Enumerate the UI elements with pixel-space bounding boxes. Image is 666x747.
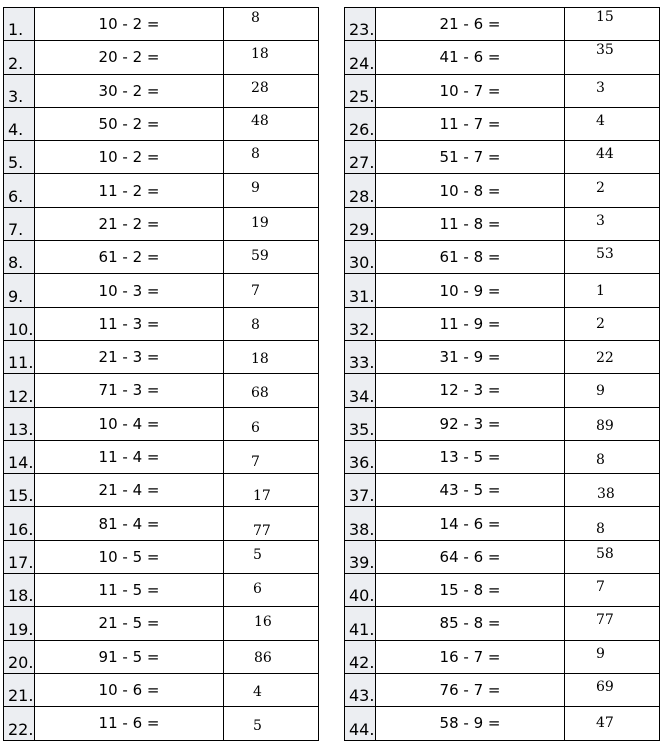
answer-value: 17: [253, 488, 271, 505]
answer-cell[interactable]: [224, 574, 319, 607]
answer-cell[interactable]: [565, 474, 660, 507]
problem-number: 9.: [4, 274, 35, 307]
problem-expression: 21 - 5 =: [35, 607, 224, 640]
table-row: [345, 640, 660, 673]
problem-expression: 58 - 9 =: [376, 707, 565, 740]
problem-expression: 81 - 4 =: [35, 507, 224, 540]
problem-number: 11.: [4, 340, 35, 373]
answer-value: 53: [596, 246, 614, 263]
problem-expression: 10 - 7 =: [376, 74, 565, 107]
problem-expression: 11 - 7 =: [376, 107, 565, 140]
answer-value: 9: [596, 383, 605, 400]
answer-value: 6: [251, 419, 260, 436]
answer-cell[interactable]: [224, 407, 319, 440]
table-row: [4, 474, 319, 507]
answer-cell[interactable]: [224, 274, 319, 307]
answer-cell[interactable]: [224, 207, 319, 240]
problem-expression: 92 - 3 =: [376, 407, 565, 440]
problem-number: 10.: [4, 307, 35, 340]
problem-number: 14.: [4, 440, 35, 473]
table-row: [4, 673, 319, 706]
table-row: [345, 673, 660, 706]
answer-cell[interactable]: [565, 440, 660, 473]
answer-cell[interactable]: [565, 174, 660, 207]
table-row: [345, 574, 660, 607]
answer-cell[interactable]: [565, 141, 660, 174]
table-row: [4, 74, 319, 107]
problem-number: 26.: [345, 107, 376, 140]
table-row: [345, 41, 660, 74]
problem-expression: 61 - 2 =: [35, 241, 224, 274]
problem-number: 39.: [345, 540, 376, 573]
answer-value: 48: [251, 113, 269, 130]
answer-cell[interactable]: [224, 707, 319, 740]
table-row: [4, 507, 319, 540]
answer-cell[interactable]: [565, 107, 660, 140]
problem-expression: 51 - 7 =: [376, 141, 565, 174]
answer-value: 4: [253, 684, 262, 701]
problem-expression: 11 - 2 =: [35, 174, 224, 207]
table-row: [345, 174, 660, 207]
problem-expression: 10 - 6 =: [35, 673, 224, 706]
problem-expression: 41 - 6 =: [376, 41, 565, 74]
answer-cell[interactable]: [224, 374, 319, 407]
answer-value: 8: [251, 146, 260, 163]
table-row: [4, 340, 319, 373]
answer-cell[interactable]: [565, 507, 660, 540]
answer-value: 8: [251, 316, 260, 333]
answer-value: 3: [596, 212, 605, 229]
problem-number: 15.: [4, 474, 35, 507]
problem-number: 13.: [4, 407, 35, 440]
table-row: [345, 540, 660, 573]
answer-value: 38: [597, 486, 615, 503]
answer-value: 58: [596, 545, 614, 562]
answer-cell[interactable]: [224, 8, 319, 41]
answer-value: 16: [254, 614, 272, 631]
problem-expression: 11 - 5 =: [35, 574, 224, 607]
answer-cell[interactable]: [224, 141, 319, 174]
table-row: [345, 507, 660, 540]
table-row: [345, 474, 660, 507]
problem-number: 28.: [345, 174, 376, 207]
problem-number: 35.: [345, 407, 376, 440]
table-row: [4, 574, 319, 607]
answer-value: 2: [596, 315, 605, 332]
problem-expression: 11 - 6 =: [35, 707, 224, 740]
answer-cell[interactable]: [224, 74, 319, 107]
table-row: [4, 407, 319, 440]
table-row: [345, 307, 660, 340]
problem-expression: 50 - 2 =: [35, 107, 224, 140]
table-row: [4, 141, 319, 174]
answer-cell[interactable]: [224, 340, 319, 373]
answer-value: 18: [251, 46, 269, 63]
problem-number: 38.: [345, 507, 376, 540]
table-row: [4, 274, 319, 307]
problem-expression: 12 - 3 =: [376, 374, 565, 407]
problem-number: 34.: [345, 374, 376, 407]
table-row: [345, 274, 660, 307]
table-row: [4, 440, 319, 473]
problem-number: 6.: [4, 174, 35, 207]
problem-expression: 13 - 5 =: [376, 440, 565, 473]
answer-cell[interactable]: [565, 74, 660, 107]
answer-value: 28: [251, 79, 269, 96]
problem-expression: 31 - 9 =: [376, 340, 565, 373]
answer-cell[interactable]: [224, 241, 319, 274]
problem-number: 2.: [4, 41, 35, 74]
answer-cell[interactable]: [565, 607, 660, 640]
answer-value: 69: [596, 679, 614, 696]
problem-number: 5.: [4, 141, 35, 174]
answer-value: 2: [596, 179, 605, 196]
problem-number: 27.: [345, 141, 376, 174]
problem-expression: 61 - 8 =: [376, 241, 565, 274]
problem-expression: 15 - 8 =: [376, 574, 565, 607]
answer-value: 19: [251, 214, 269, 231]
table-row: [4, 307, 319, 340]
problem-number: 44.: [345, 707, 376, 740]
worksheet-table-right: [344, 7, 660, 741]
answer-cell[interactable]: [565, 340, 660, 373]
table-row: [345, 374, 660, 407]
answer-cell[interactable]: [224, 307, 319, 340]
problem-number: 30.: [345, 241, 376, 274]
problem-expression: 85 - 8 =: [376, 607, 565, 640]
problem-number: 16.: [4, 507, 35, 540]
problem-expression: 10 - 8 =: [376, 174, 565, 207]
worksheet-table-left: [3, 7, 319, 741]
answer-cell[interactable]: [224, 640, 319, 673]
table-row: [4, 607, 319, 640]
problem-number: 40.: [345, 574, 376, 607]
problem-number: 23.: [345, 8, 376, 41]
answer-cell[interactable]: [224, 440, 319, 473]
answer-cell[interactable]: [565, 407, 660, 440]
problem-number: 32.: [345, 307, 376, 340]
problem-number: 21.: [4, 673, 35, 706]
problem-expression: 30 - 2 =: [35, 74, 224, 107]
problem-expression: 10 - 2 =: [35, 141, 224, 174]
table-row: [345, 340, 660, 373]
answer-cell[interactable]: [224, 107, 319, 140]
problem-number: 22.: [4, 707, 35, 740]
answer-value: 9: [596, 645, 605, 662]
problem-number: 41.: [345, 607, 376, 640]
problem-expression: 10 - 9 =: [376, 274, 565, 307]
answer-cell[interactable]: [565, 41, 660, 74]
problem-expression: 21 - 3 =: [35, 340, 224, 373]
table-row: [345, 207, 660, 240]
answer-value: 8: [596, 452, 605, 468]
table-row: [4, 174, 319, 207]
problem-expression: 11 - 4 =: [35, 440, 224, 473]
answer-cell[interactable]: [565, 374, 660, 407]
answer-value: 7: [251, 282, 260, 299]
problem-expression: 91 - 5 =: [35, 640, 224, 673]
problem-expression: 43 - 5 =: [376, 474, 565, 507]
problem-number: 8.: [4, 241, 35, 274]
answer-cell[interactable]: [224, 673, 319, 706]
problem-expression: 21 - 4 =: [35, 474, 224, 507]
problem-number: 37.: [345, 474, 376, 507]
answer-cell[interactable]: [224, 507, 319, 540]
answer-value: 18: [251, 351, 269, 368]
problem-expression: 14 - 6 =: [376, 507, 565, 540]
problem-number: 33.: [345, 340, 376, 373]
table-row: [345, 440, 660, 473]
answer-cell[interactable]: [565, 574, 660, 607]
answer-value: 9: [251, 179, 260, 196]
problem-number: 29.: [345, 207, 376, 240]
problem-number: 4.: [4, 107, 35, 140]
table-row: [345, 607, 660, 640]
table-row: [4, 107, 319, 140]
problem-number: 31.: [345, 274, 376, 307]
answer-value: 5: [253, 718, 262, 735]
problem-expression: 16 - 7 =: [376, 640, 565, 673]
problem-expression: 11 - 8 =: [376, 207, 565, 240]
answer-value: 47: [596, 715, 614, 732]
problem-number: 1.: [4, 8, 35, 41]
problem-expression: 20 - 2 =: [35, 41, 224, 74]
problem-expression: 11 - 9 =: [376, 307, 565, 340]
problem-number: 42.: [345, 640, 376, 673]
problem-number: 3.: [4, 74, 35, 107]
answer-value: 5: [253, 546, 262, 563]
problem-number: 12.: [4, 374, 35, 407]
problem-expression: 76 - 7 =: [376, 673, 565, 706]
problem-number: 19.: [4, 607, 35, 640]
problem-expression: 64 - 6 =: [376, 540, 565, 573]
table-row: [4, 207, 319, 240]
answer-value: 4: [596, 113, 605, 130]
worksheet-rows-right: [345, 8, 660, 741]
problem-number: 20.: [4, 640, 35, 673]
problem-number: 18.: [4, 574, 35, 607]
table-row: [345, 107, 660, 140]
problem-number: 36.: [345, 440, 376, 473]
answer-value: 7: [251, 454, 260, 470]
problem-expression: 21 - 6 =: [376, 8, 565, 41]
answer-value: 86: [254, 649, 272, 666]
problem-expression: 11 - 3 =: [35, 307, 224, 340]
answer-value: 77: [596, 612, 614, 629]
answer-value: 7: [596, 579, 605, 596]
answer-value: 35: [596, 42, 614, 59]
table-row: [4, 374, 319, 407]
problem-expression: 10 - 2 =: [35, 8, 224, 41]
answer-value: 8: [251, 10, 260, 27]
problem-expression: 10 - 4 =: [35, 407, 224, 440]
table-row: [345, 74, 660, 107]
table-row: [345, 141, 660, 174]
answer-value: 89: [596, 417, 614, 434]
answer-value: 6: [253, 581, 262, 598]
answer-cell[interactable]: [224, 607, 319, 640]
answer-cell[interactable]: [224, 540, 319, 573]
table-row: [4, 540, 319, 573]
answer-value: 44: [596, 146, 614, 163]
problem-number: 24.: [345, 41, 376, 74]
table-row: [4, 241, 319, 274]
table-row: [4, 640, 319, 673]
answer-cell[interactable]: [565, 241, 660, 274]
table-row: [345, 707, 660, 740]
answer-cell[interactable]: [565, 207, 660, 240]
answer-value: 8: [596, 520, 605, 537]
answer-value: 3: [596, 79, 605, 96]
table-row: [4, 707, 319, 740]
problem-expression: 71 - 3 =: [35, 374, 224, 407]
problem-number: 43.: [345, 673, 376, 706]
answer-value: 68: [251, 385, 269, 402]
answer-cell[interactable]: [565, 8, 660, 41]
answer-cell[interactable]: [565, 673, 660, 706]
answer-value: 59: [251, 248, 269, 265]
answer-cell[interactable]: [565, 274, 660, 307]
problem-number: 7.: [4, 207, 35, 240]
answer-cell[interactable]: [565, 640, 660, 673]
worksheet-rows-left: [4, 8, 319, 741]
answer-cell[interactable]: [565, 307, 660, 340]
answer-value: 77: [253, 522, 271, 539]
table-row: [345, 241, 660, 274]
problem-expression: 21 - 2 =: [35, 207, 224, 240]
answer-cell[interactable]: [224, 474, 319, 507]
answer-cell[interactable]: [565, 540, 660, 573]
problem-expression: 10 - 5 =: [35, 540, 224, 573]
answer-value: 1: [596, 282, 605, 299]
answer-cell[interactable]: [224, 174, 319, 207]
table-row: [4, 41, 319, 74]
answer-cell[interactable]: [565, 707, 660, 740]
answer-cell[interactable]: [224, 41, 319, 74]
answer-value: 15: [596, 9, 614, 26]
table-row: [4, 8, 319, 41]
table-row: [345, 407, 660, 440]
answer-value: 22: [596, 350, 614, 367]
table-row: [345, 8, 660, 41]
problem-number: 17.: [4, 540, 35, 573]
problem-number: 25.: [345, 74, 376, 107]
problem-expression: 10 - 3 =: [35, 274, 224, 307]
